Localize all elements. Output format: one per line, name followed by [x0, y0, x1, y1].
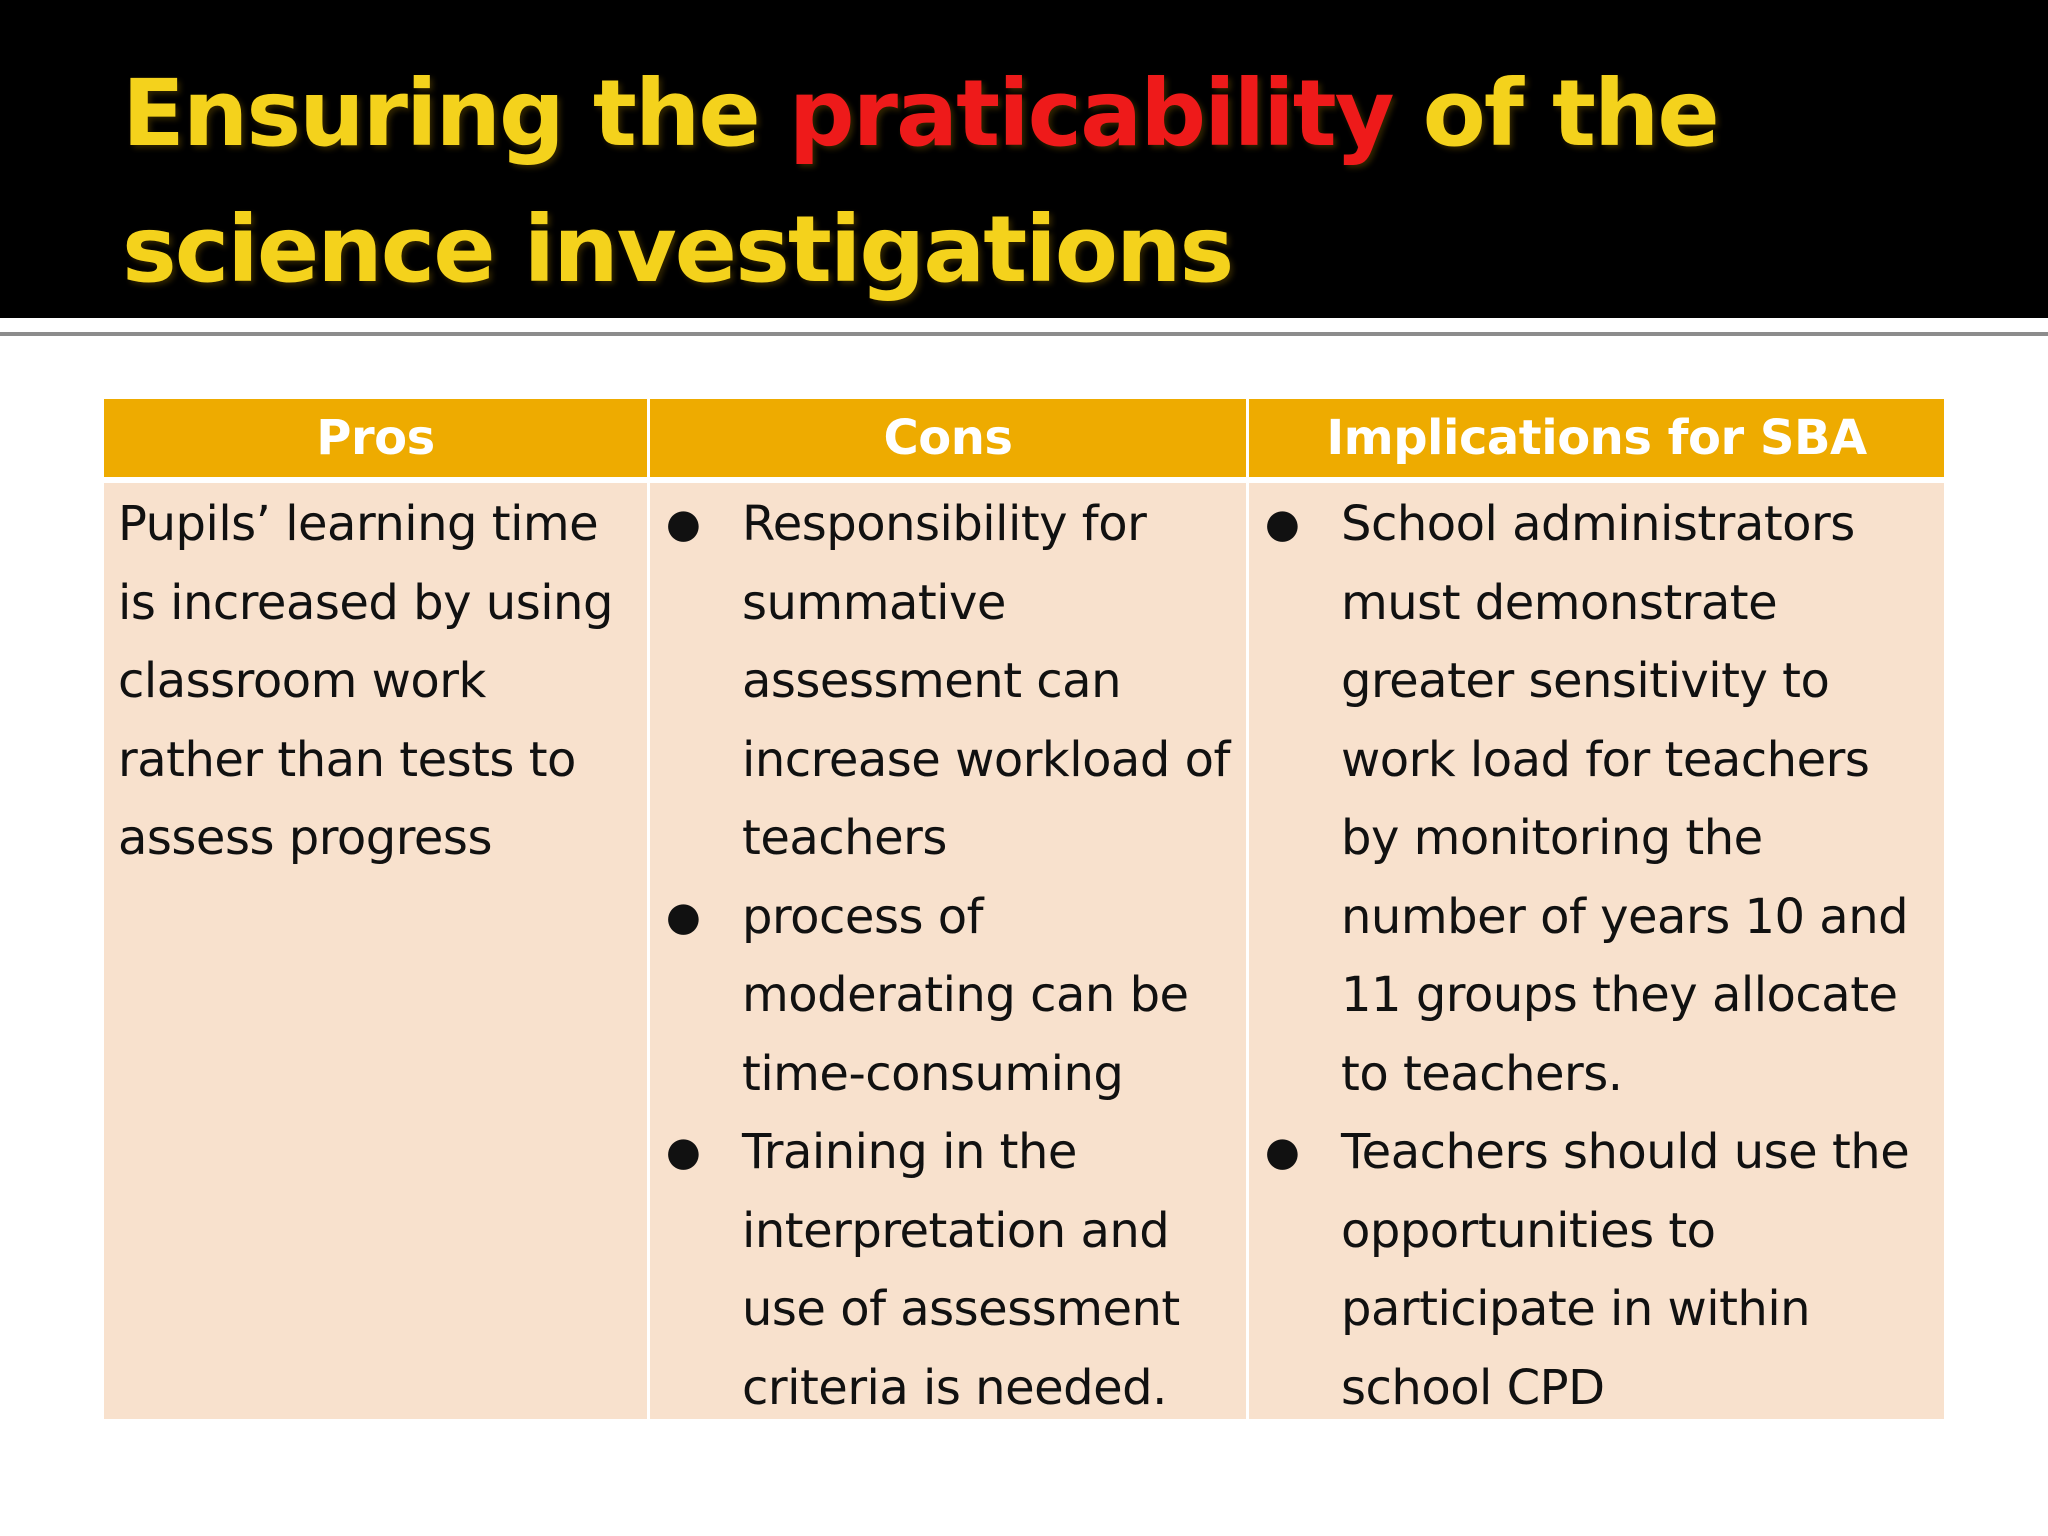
pros-text: Pupils’ learning time is increased by using classroom work rather than tests to assess progress	[118, 496, 613, 866]
cons-item-text: Training in the interpretation and use of assessment criteria is needed.	[742, 1124, 1180, 1416]
cons-item-text: Responsibility for summative assessment can increase workload of teachers	[742, 496, 1230, 866]
list-item	[1249, 485, 1944, 1113]
title-part2: of the science investigations	[122, 60, 1718, 303]
implications-item-text: School administrators must demonstrate greater sensitivity to work load for teachers by monitoring the number of years 10 and 11 groups they allocate to teachers.	[1341, 496, 1909, 1102]
bullet-icon: ●	[666, 1129, 701, 1175]
implications-cell	[1249, 483, 1944, 1419]
header-implications: Implications for SBA	[1249, 399, 1944, 477]
title-divider-shadow	[0, 332, 2048, 336]
pros-cons-table	[104, 399, 1944, 1419]
cons-item-text: process of moderating can be time-consuming	[742, 888, 1189, 1102]
bullet-icon: ●	[1265, 1129, 1300, 1175]
title-highlight: praticability	[788, 60, 1393, 167]
implications-item-text: Teachers should use the opportunities to participate in within school CPD	[1341, 1124, 1910, 1416]
list-item	[650, 1113, 1246, 1419]
implications-list	[1249, 483, 1944, 1419]
bullet-icon: ●	[1265, 501, 1300, 547]
bullet-icon: ●	[666, 893, 701, 940]
list-item	[650, 878, 1246, 1114]
slide-title	[122, 46, 1982, 318]
cons-list	[650, 483, 1246, 1419]
header-pros: Pros	[104, 399, 647, 477]
cons-cell	[650, 483, 1246, 1419]
list-item	[650, 485, 1246, 878]
list-item	[1249, 1113, 1944, 1419]
pros-cell	[104, 483, 647, 1419]
title-part1: Ensuring the	[122, 60, 789, 167]
title-divider	[0, 318, 2048, 322]
bullet-icon: ●	[666, 501, 701, 547]
header-cons: Cons	[650, 399, 1246, 477]
